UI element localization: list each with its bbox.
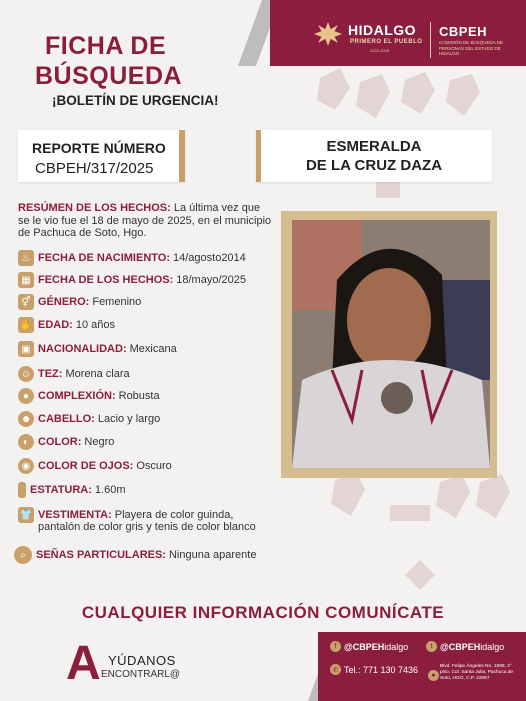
brand-name: HIDALGO (348, 22, 417, 38)
contact-call-to-action: CUALQUIER INFORMACIÓN COMUNÍCATE (81, 603, 445, 622)
clothing-value-continued: pantalón de color gris y tenis de color blanco (38, 521, 256, 533)
facebook-handle-bold: @CBPEH (344, 641, 385, 652)
org-full-name: COMISIÓN DE BÚSQUEDA DE PERSONAS DEL ESTADO DE HIDALGO (439, 40, 504, 56)
phone-icon: ✆ (330, 664, 341, 675)
detail-label: VESTIMENTA: (38, 509, 112, 521)
detail-value: Robusta (118, 390, 160, 402)
shirt-icon: 👕 (18, 507, 34, 523)
search-icon: ⌕ (14, 546, 32, 564)
detail-row-age (18, 317, 115, 333)
detail-value: Oscuro (136, 460, 172, 472)
detail-value: 18/mayo/2025 (176, 274, 246, 286)
detail-label: TEZ: (38, 368, 63, 380)
detail-row-gender (18, 294, 141, 310)
detail-label: FECHA DE LOS HECHOS: (38, 274, 174, 286)
header-divider (430, 22, 431, 58)
brand-years: 2022-2028 (370, 48, 390, 53)
facts-summary-label: RESÚMEN DE LOS HECHOS: (18, 202, 171, 214)
face-icon: ☺ (18, 366, 34, 382)
report-number-value: CBPEH/317/2025 (35, 160, 154, 177)
org-acronym: CBPEH (439, 24, 488, 39)
detail-label: COMPLEXIÓN: (38, 390, 116, 402)
facebook-handle-rest: idalgo (384, 641, 409, 652)
twitter-handle-bold: @CBPEH (440, 641, 481, 652)
detail-value: Negro (84, 436, 115, 448)
detail-value: Lacio y largo (97, 413, 161, 425)
twitter-handle-rest: idalgo (480, 641, 505, 652)
office-address: Blvd. Felipe Ángeles No. 1898, 2° piso, Col. Santa Julia, Pachuca de Soto, HGO, C.P. 42087 (440, 664, 514, 681)
detail-value: 10 años (75, 319, 115, 331)
hidalgo-logo-icon (314, 22, 342, 46)
detail-value: 1.60m (94, 484, 126, 496)
eye-icon: ◉ (18, 458, 34, 474)
detail-row-hair-color (18, 434, 114, 450)
encontrarla-text: ENCONTRARL@ (101, 669, 181, 680)
detail-value: 14/agosto2014 (173, 252, 246, 264)
twitter-link[interactable] (426, 641, 504, 652)
cake-icon: ♨ (18, 250, 34, 266)
detail-row-height (18, 482, 126, 498)
color-icon: ◐ (18, 434, 34, 450)
hand-icon: ✋ (18, 317, 34, 333)
facts-summary (18, 202, 274, 240)
person-last-name: DE LA CRUZ DAZA (305, 157, 443, 174)
report-number-label: REPORTE NÚMERO (32, 140, 166, 156)
detail-row-build (18, 388, 160, 404)
missing-person-photo (292, 220, 490, 468)
detail-row-eye-color (18, 458, 172, 474)
title-line-2: BÚSQUEDA (35, 62, 183, 90)
detail-row-event-date (18, 272, 246, 288)
twitter-icon: t (426, 641, 437, 652)
brand-subtitle: PRIMERO EL PUEBLO (350, 39, 423, 45)
detail-row-distinguishing-marks (14, 546, 256, 564)
ayudanos-text: YÚDANOS (108, 653, 176, 668)
detail-row-birthdate (18, 250, 246, 266)
detail-value: Morena clara (65, 368, 130, 380)
facebook-link[interactable] (330, 641, 408, 652)
detail-value: Playera de color guinda, (114, 509, 234, 521)
facebook-icon: f (330, 641, 341, 652)
title-line-1: FICHA DE (45, 32, 167, 60)
detail-label: ESTATURA: (30, 484, 92, 496)
location-icon: ● (428, 664, 442, 682)
detail-row-nationality (18, 341, 177, 357)
body-icon: ● (18, 388, 34, 404)
id-card-icon: ▣ (18, 341, 34, 357)
phone-number: Tel.: 771 130 7436 (344, 664, 419, 675)
gender-icon: ⚥ (18, 294, 34, 310)
detail-label: GÉNERO: (38, 296, 90, 308)
person-first-name: ESMERALDA (326, 138, 422, 155)
detail-label: FECHA DE NACIMIENTO: (38, 252, 170, 264)
detail-row-complexion (18, 366, 130, 382)
facts-summary-text: La última vez que se le vio fue el 18 de mayo de 2025, en el municipio de Pachuca de Soto, Hgo. (18, 202, 272, 239)
detail-label: SEÑAS PARTICULARES: (36, 549, 166, 561)
ayudanos-letter: A (66, 637, 101, 690)
detail-row-hair (18, 411, 160, 427)
detail-label: EDAD: (38, 319, 73, 331)
detail-value: Ninguna aparente (168, 549, 257, 561)
hair-icon: ☻ (18, 411, 34, 427)
detail-label: COLOR DE OJOS: (38, 460, 134, 472)
detail-label: COLOR: (38, 436, 82, 448)
detail-value: Femenino (92, 296, 142, 308)
urgency-subtitle: ¡BOLETÍN DE URGENCIA! (52, 93, 219, 108)
calendar-icon: ▦ (18, 272, 34, 288)
detail-value: Mexicana (129, 343, 177, 355)
detail-label: NACIONALIDAD: (38, 343, 127, 355)
phone-link[interactable] (330, 664, 418, 675)
ruler-icon (18, 482, 26, 498)
detail-label: CABELLO: (38, 413, 95, 425)
